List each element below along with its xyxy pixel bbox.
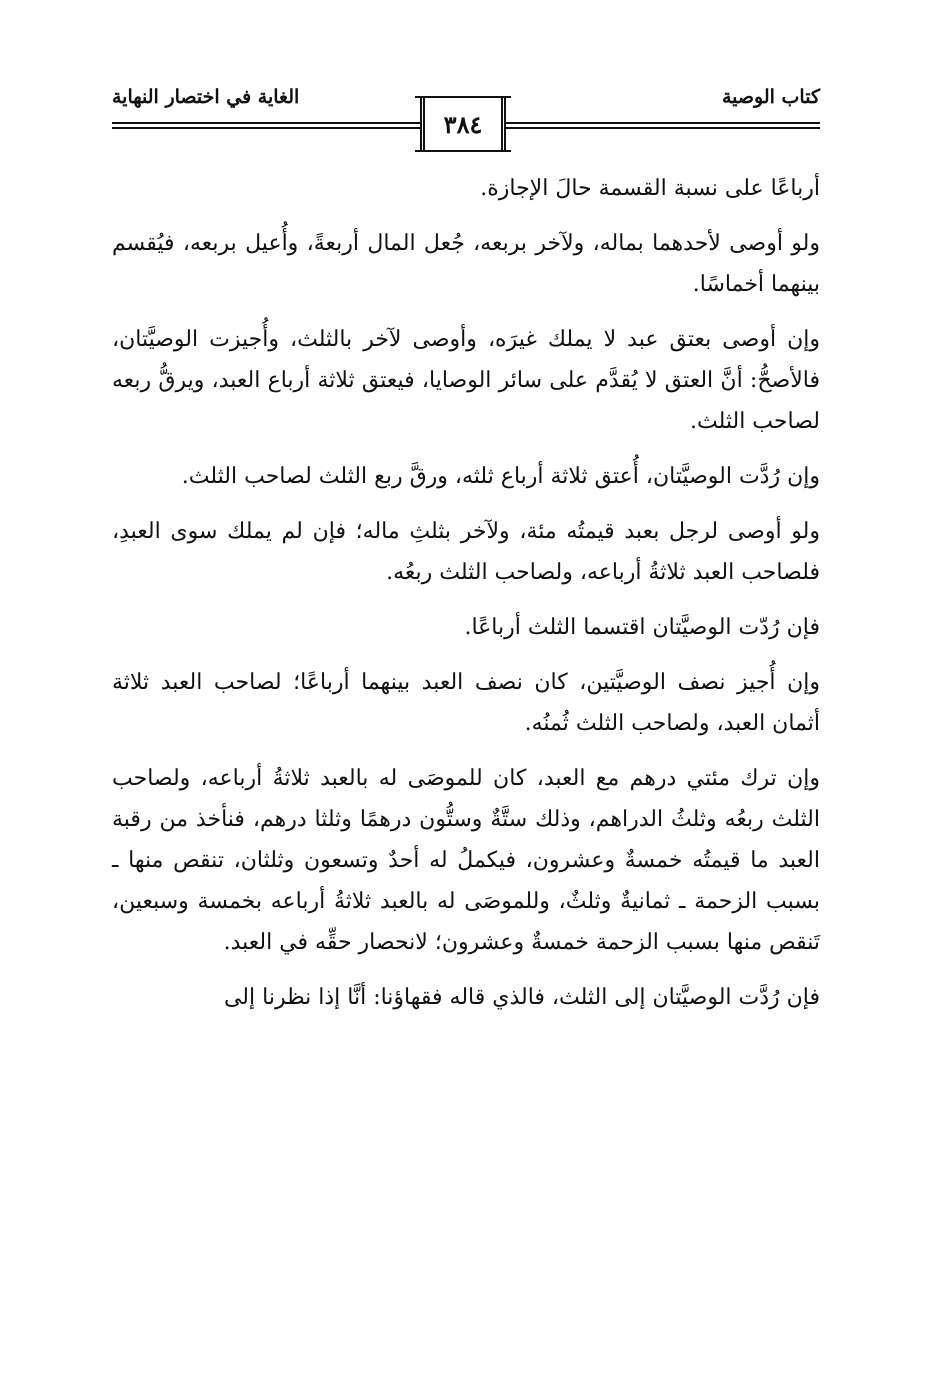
paragraph: فإن رُدَّت الوصيَّتان إلى الثلث، فالذي قاله فقهاؤنا: أنَّا إذا نظرنا إلى	[223, 985, 820, 1010]
paragraph: وإن ترك مئتي درهم مع العبد، كان للموصَى له بالعبد ثلاثةُ أرباعه، ولصاحب الثلث ربعُه وثلثُ الدراهم، وذلك ستَّةٌ وستُّون درهمًا وثلثا درهم، فنأخذ من رقبة العبد ما قيمتُه خمسةٌ وعشرون، فيكملُ له أحدٌ وتسعون وثلثان، تنقص منها ـ بسبب الزحمة ـ ثمانيةٌ وثلثٌ، وللموصَى له بالعبد ثلاثةُ أرباعه بخمسة وسبعين، تَنقص منها بسبب الزحمة خمسةٌ وعشرون؛ لانحصار حقِّه في العبد.	[112, 766, 820, 955]
paragraph: وإن رُدَّت الوصيَّتان، أُعتق ثلاثة أرباع ثلثه، ورقَّ ربع الثلث لصاحب الثلث.	[181, 464, 820, 489]
paragraph: ولو أوصى لأحدهما بماله، ولآخر بربعه، جُعل المال أربعةً، وأُعيل بربعه، فيُقسم بينهما أخماسًا.	[112, 231, 820, 297]
page-number: ٣٨٤	[443, 109, 483, 139]
paragraph: فإن رُدّت الوصيَّتان اقتسما الثلث أرباعًا.	[464, 615, 820, 640]
paragraph: وإن أوصى بعتق عبد لا يملك غيرَه، وأوصى لآخر بالثلث، وأُجيزت الوصيَّتان، فالأصحُّ: أنَّ العتق لا يُقدَّم على سائر الوصايا، فيعتق ثلاثة أرباع العبد، ويرقُّ ربعه لصاحب الثلث.	[112, 327, 820, 434]
body-text	[112, 168, 820, 1032]
book-title: الغاية في اختصار النهاية	[112, 86, 300, 108]
paragraph: أرباعًا على نسبة القسمة حالَ الإجازة.	[480, 176, 820, 201]
running-header	[112, 84, 820, 154]
section-title: كتاب الوصية	[721, 86, 820, 108]
paragraph: ولو أوصى لرجل بعبد قيمتُه مئة، ولآخر بثلثِ ماله؛ فإن لم يملك سوى العبدِ، فلصاحب العبد ثلاثةُ أرباعه، ولصاحب الثلث ربعُه.	[112, 519, 820, 585]
paragraph: وإن أُجيز نصف الوصيَّتين، كان نصف العبد بينهما أرباعًا؛ لصاحب العبد ثلاثة أثمان العبد، ولصاحب الثلث ثُمنُه.	[112, 670, 820, 736]
page-number-frame	[420, 96, 506, 152]
